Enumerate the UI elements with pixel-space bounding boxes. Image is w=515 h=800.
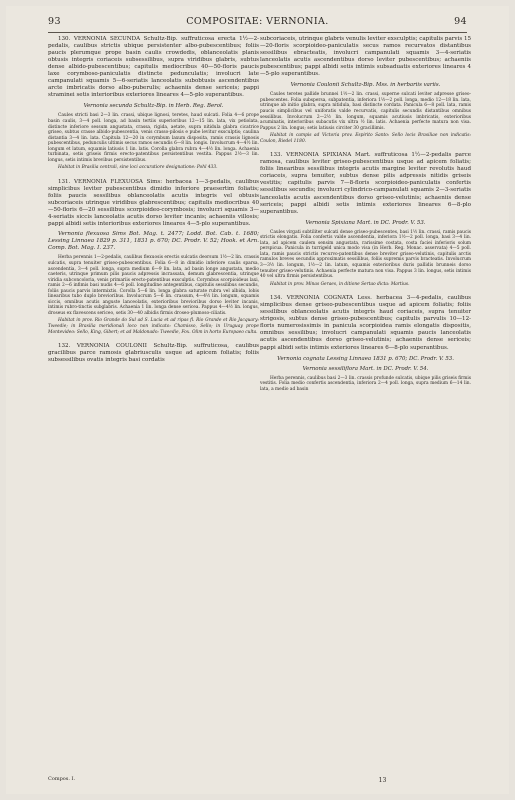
- species-entry: 134. VERNONIA COGNATA Less. herbacea 3—4-pedalis, caulibus simplicibus dense griseo-pubescentibus usque ad apicem foliatis; foliis sessilibus oblanceolatis acutis integris haud coriaceis, supra tenuiter strigosis, subtus dense griseo-pubescentibus; capitulis parvulis 10—12-floris numerosissimis in panicula scorpioidea ramis elongatis dispositis, omnibus sessilibus; involucri campanulati squamis paucis lanceolatis acutis ascendentibus dorso griseo-velutinis; achaeniis dense sericeis; pappi albidi setis intimis exteriores lineares 6—8-plo superantibus.: [260, 295, 471, 351]
- running-title: COMPOSITAE: VERNONIA.: [186, 16, 329, 27]
- synonym-line: Vernonia sessiliflora Mart. in DC. Prodr. V. 54.: [302, 365, 429, 372]
- description-paragraph: Herba perennis, caulibus basi 2—3 lin. crassis profunde sulcatis, ubique pilis griseis firmis vestitis. Folia medio confertis ascendentia, inferiora 2—4 poll. longa, supra medium 6—14 lin. lata, a medio ad basin: [260, 375, 471, 392]
- left-column: [48, 36, 259, 364]
- species-entry: 132. VERNONIA COULONII Schultz-Bip. suffruticosa, caulibus gracilibus parce ramosis glabriusculis usque ad apicem foliatis; foliis subsessilibus ovatis integris basi cordatis: [48, 343, 259, 364]
- description-paragraph: Caules teretes pallide brunnei 1½—2 lin. crassi, superne sulcati leviter adpresse griseo-pubescentes. Folia subspersa, subpatentia, inferiora 1½—2 poll. longa, medio 12—18 lin. lata, utrinque ab initio glabra, supra nitidula, basi distincte cordata. Panicula 6—8 poll. lata, ramis paucis simplicibus vel uniforatis valde recurvatis, capitulis secundis distantibus omnibus sessilibus. Involucrum 2—2½ lin. longum, squamis acutiusis imbricatis, exterioribus acuminatis, interioribus subacutis vix ultra ½ lin. latis. Achaenia perfecte matura non visa. Pappus 2 lin. longus; setis latiusis circiter 30 gracillimis.: [260, 92, 471, 131]
- synonym-line: Vernonia secunda Schultz-Bip. in Herb. Reg. Berol.: [83, 103, 224, 110]
- page: [6, 6, 509, 794]
- page-header: [48, 16, 467, 30]
- synonym-line: Vernonia Spixiana Mart. in DC. Prodr. V. 53.: [305, 219, 426, 226]
- synonym-line: Vernonia Coulonii Schultz-Bip. Mss. in herbariis variis.: [290, 82, 441, 89]
- species-entry-continued: subcoriaceis, utrinque glabris venulis leviter exsculptis; capitulis parvis 15—20-floris scorpioideo-paniculatis secus ramos recurvatos distantibus sessilibus ebracteatis, involucri campanulati squamis 3—4-seriatis lanceolatis acutis ascendentibus dorso leviter pubescentibus; achaeniis pubescentibus; pappi albidi setis intimis subsaduatis exteriores lineares 4—5-plo superantibus.: [260, 36, 472, 78]
- signature-number: 13: [378, 777, 387, 784]
- signature-mark: Compos. I.: [48, 776, 76, 782]
- description-paragraph: Caules virgati subtiliter sulcati dense griseo-pubescentes, basi 1½ lin. crassi, ramis paucis strictis elongatis. Folia confertis valde ascendentia, inferiora 1½—2 poll. longa, basi 3—4 lin. lata, ad apicem caulem sensim angustata, rarissime costata, costa faciei inferioris solum perspicua. Panicula in turrigeld unica modo visa (in Herb. Reg. Monac. asservata) 4—5 poll. lata, ramis paucis strictis recurvo-patentibus dense breviter griseo-velutinis, capitulis arctis ramulos breves secundis approximatis sessilibus, foliis supremis parvis bracteatis. Involucrum 3—3½ lin. longum, 1½—2 lin. latum, squamis exterioribus duris pallidis brunneis dorso tenuiter griseo-velutinis. Achaenia perfecte matura non visa. Pappus 3 lin. longus, setis intimis 40 vel ultra firmis persistentibus.: [260, 229, 471, 280]
- habitat-paragraph: Habitat in prov. Rio Grande do Sul ad S. Lucia et ad ripas fl. Rio Grande et Rio Jacquary: Tweedie; in Brasilia meridionali loco non indicato: Chamisso, Sello; in Uruguay prope Montevideo: Sello, King, Gibert; et ad Maldonado: Tweedie, Fox. Olim in horto Europaeo culta.: [48, 318, 259, 335]
- right-column: [260, 36, 471, 392]
- description-paragraph: Caules stricti basi 2—3 lin. crassi, ubique lignosi, teretes, haud sulcati. Folia 4—6 prope basin caulis, 3—4 poll. longa, ad basin tertiis superioribus 12—15 lin. lata, vix petiolata, distincte inferiore sessum angustata, crassa, rigida, aetate, supra nitidula glabra cicatrice griseo, subtus crasse albido-pubescentia, venis crasso-pilosis e pube levitur exsculptis; caulina distantia 3—4 lin. lata. Capitula 12—20 in corymbum laxum disposita, ramis crassis lignosis pubescentibus, pedunculis ultimis secus ramos secundis 6—8 lin. longis. Involucrum 4—4½ lin. longum et latum, squamis latiusis 1 lin. latis. Corolla glabra rubra 4—4½ lin. longa. Achaenia turbinata, setis griseis firmis erecto-patentibus persistentibus vestita. Pappus 2½—3 lin. longus, setis intimis brevibus persistentibus.: [48, 113, 259, 163]
- species-entry: 133. VERNONIA SPIXIANA Mart. suffruticosa 1½—2-pedalis parce ramosa, caulibus leviter griseo-pubescentibus usque ad apicem foliatis; foliis linearibus sessilibus integris acutis margine leviter revolutis haud coriaceis, supra tenuiter, subtus dense pilis adpressis nitidis griseis vestitis; capitulis parvis 7—8-floris scorpioideo-paniculatis confertis sessilibus secundis; involucri cylindrico-campanulati squamis 2—3-seriatis lanceolatis acutis ascendentibus dorso griseo-velutinis; achaeniis dense sericeis; pappi albidi setis intimis exteriores lineares 6—8-plo superantibus.: [260, 152, 471, 215]
- species-entry: 131. VERNONIA FLEXUOSA Sims: herbacea 1—3-pedalis, caulibus simplicibus leviter pubescentibus dimidio inferiore praesertim foliatis; foliis paucis sessilibus oblanceolatis acutis integris vel obtusis subcoriaceis utrinque viridibus glabrescentibus; capitulis mediocribus 40—50-floris 6—20 sessilibus scorpioideo-corymbosis; involucri squamis 3—4-seriatis siccis lanceolatis acutis dorso leviter incanis; achaeniis villosis; pappi albidi setis interioribus exteriores lineares 4—5-plo superantibus.: [48, 178, 259, 228]
- habitat-paragraph: Habitat in prov. Minas Geraes, in ditione Sertao dicta: Martius.: [270, 281, 410, 287]
- species-entry: 130. VERNONIA SECUNDA Schultz-Bip. suffruticosa erecta 1½—2-pedalis, caulibus strictis ubique persistenter albo-pubescentibus; foliis paucis plerumque prope basin caulis crowdedis, oblanceolatis planis obtusis integris coriaceis subsessilibus, supra viridibus glabris, subtus dense albido-pubescentibus; capitulis mediocribus 40—50-floris paucis laxe corymboso-paniculatis distincte pedunculatis; involucri late campanulati squamis 5—6-seriatis lanceolatis subobtusis ascendentibus arcte imbricatis dorso albo-puberulis; achaeniis dense sericeis; pappi straminei setis interioribus exteriores lineares 4—5-plo superantibus.: [48, 36, 259, 99]
- habitat-paragraph: Habitat in campis ad Victoria prov. Espirito Santo: Sello locis Brasiliae non indicatis: Coulon, Riedel 1180.: [260, 133, 471, 144]
- habitat-paragraph: Habitat in Brasilia centrali, sine loci accuratiore designatione: Pohl 433.: [58, 165, 218, 171]
- description-paragraph: Herba perennis 1—2-pedalis, caulibus flexuosis erectis sulcatis deorsum 1½—2 lin. crassis sulcatis, supra tenuiter griseo-pubescentibus. Folia 6—8 in dimidio inferiore caulis sparsa, ascendentia, 3—4 poll. longa, supra medium 6—9 lin. lata, ad basin longe angustata, medio caeteris, utrinque primum pilis paucis adpressis incrassata, demum glabrescentia, utrinque viridia subconcoloria, venis primariis erecto-patentibus exsculptis. Corymbus scorpioideus laxi, ramis 2—6 infimis basi nudis 4—6 poll. longitudine antegentibus, capitulis sessilibus secundis, foliis paucis parvis intermixtis. Corolla 5—6 lin. longa glabra saturate rubra vel albida, lobis linearibus tubo duplo brevioribus. Involucrum 5—6 lin. crassum, 4—4½ lin. longum, squamis siccis, omnibus acutis anguste lanceolatis, exterioribus brevioribus dorso leviter incanis, intimis rubro-tinctis subglabris. Achaenia 1 lin. longa dense sericea. Pappus 4—4½ lin. longus, droseus ex flavescens sericeo, setis 30—40 albidis firmis droseo-plumoso-ciliatis.: [48, 255, 259, 316]
- page-number-right: 94: [454, 16, 467, 27]
- synonym-line: Vernonia cognata Lessing Linnaea 1831 p. 670; DC. Prodr. V. 53.: [277, 355, 454, 362]
- page-number-left: 93: [48, 16, 61, 27]
- header-rule: [48, 32, 467, 33]
- synonym-line: Vernonia flexuosa Sims Bot. Mag. t. 2477; Lodd. Bot. Cab. t. 1680; Lessing Linnaea 1829 p. 311, 1831 p. 670; DC. Prodr. V. 52; Hook. et Arn. Comp. Bot. Mag. I. 237.: [48, 231, 259, 252]
